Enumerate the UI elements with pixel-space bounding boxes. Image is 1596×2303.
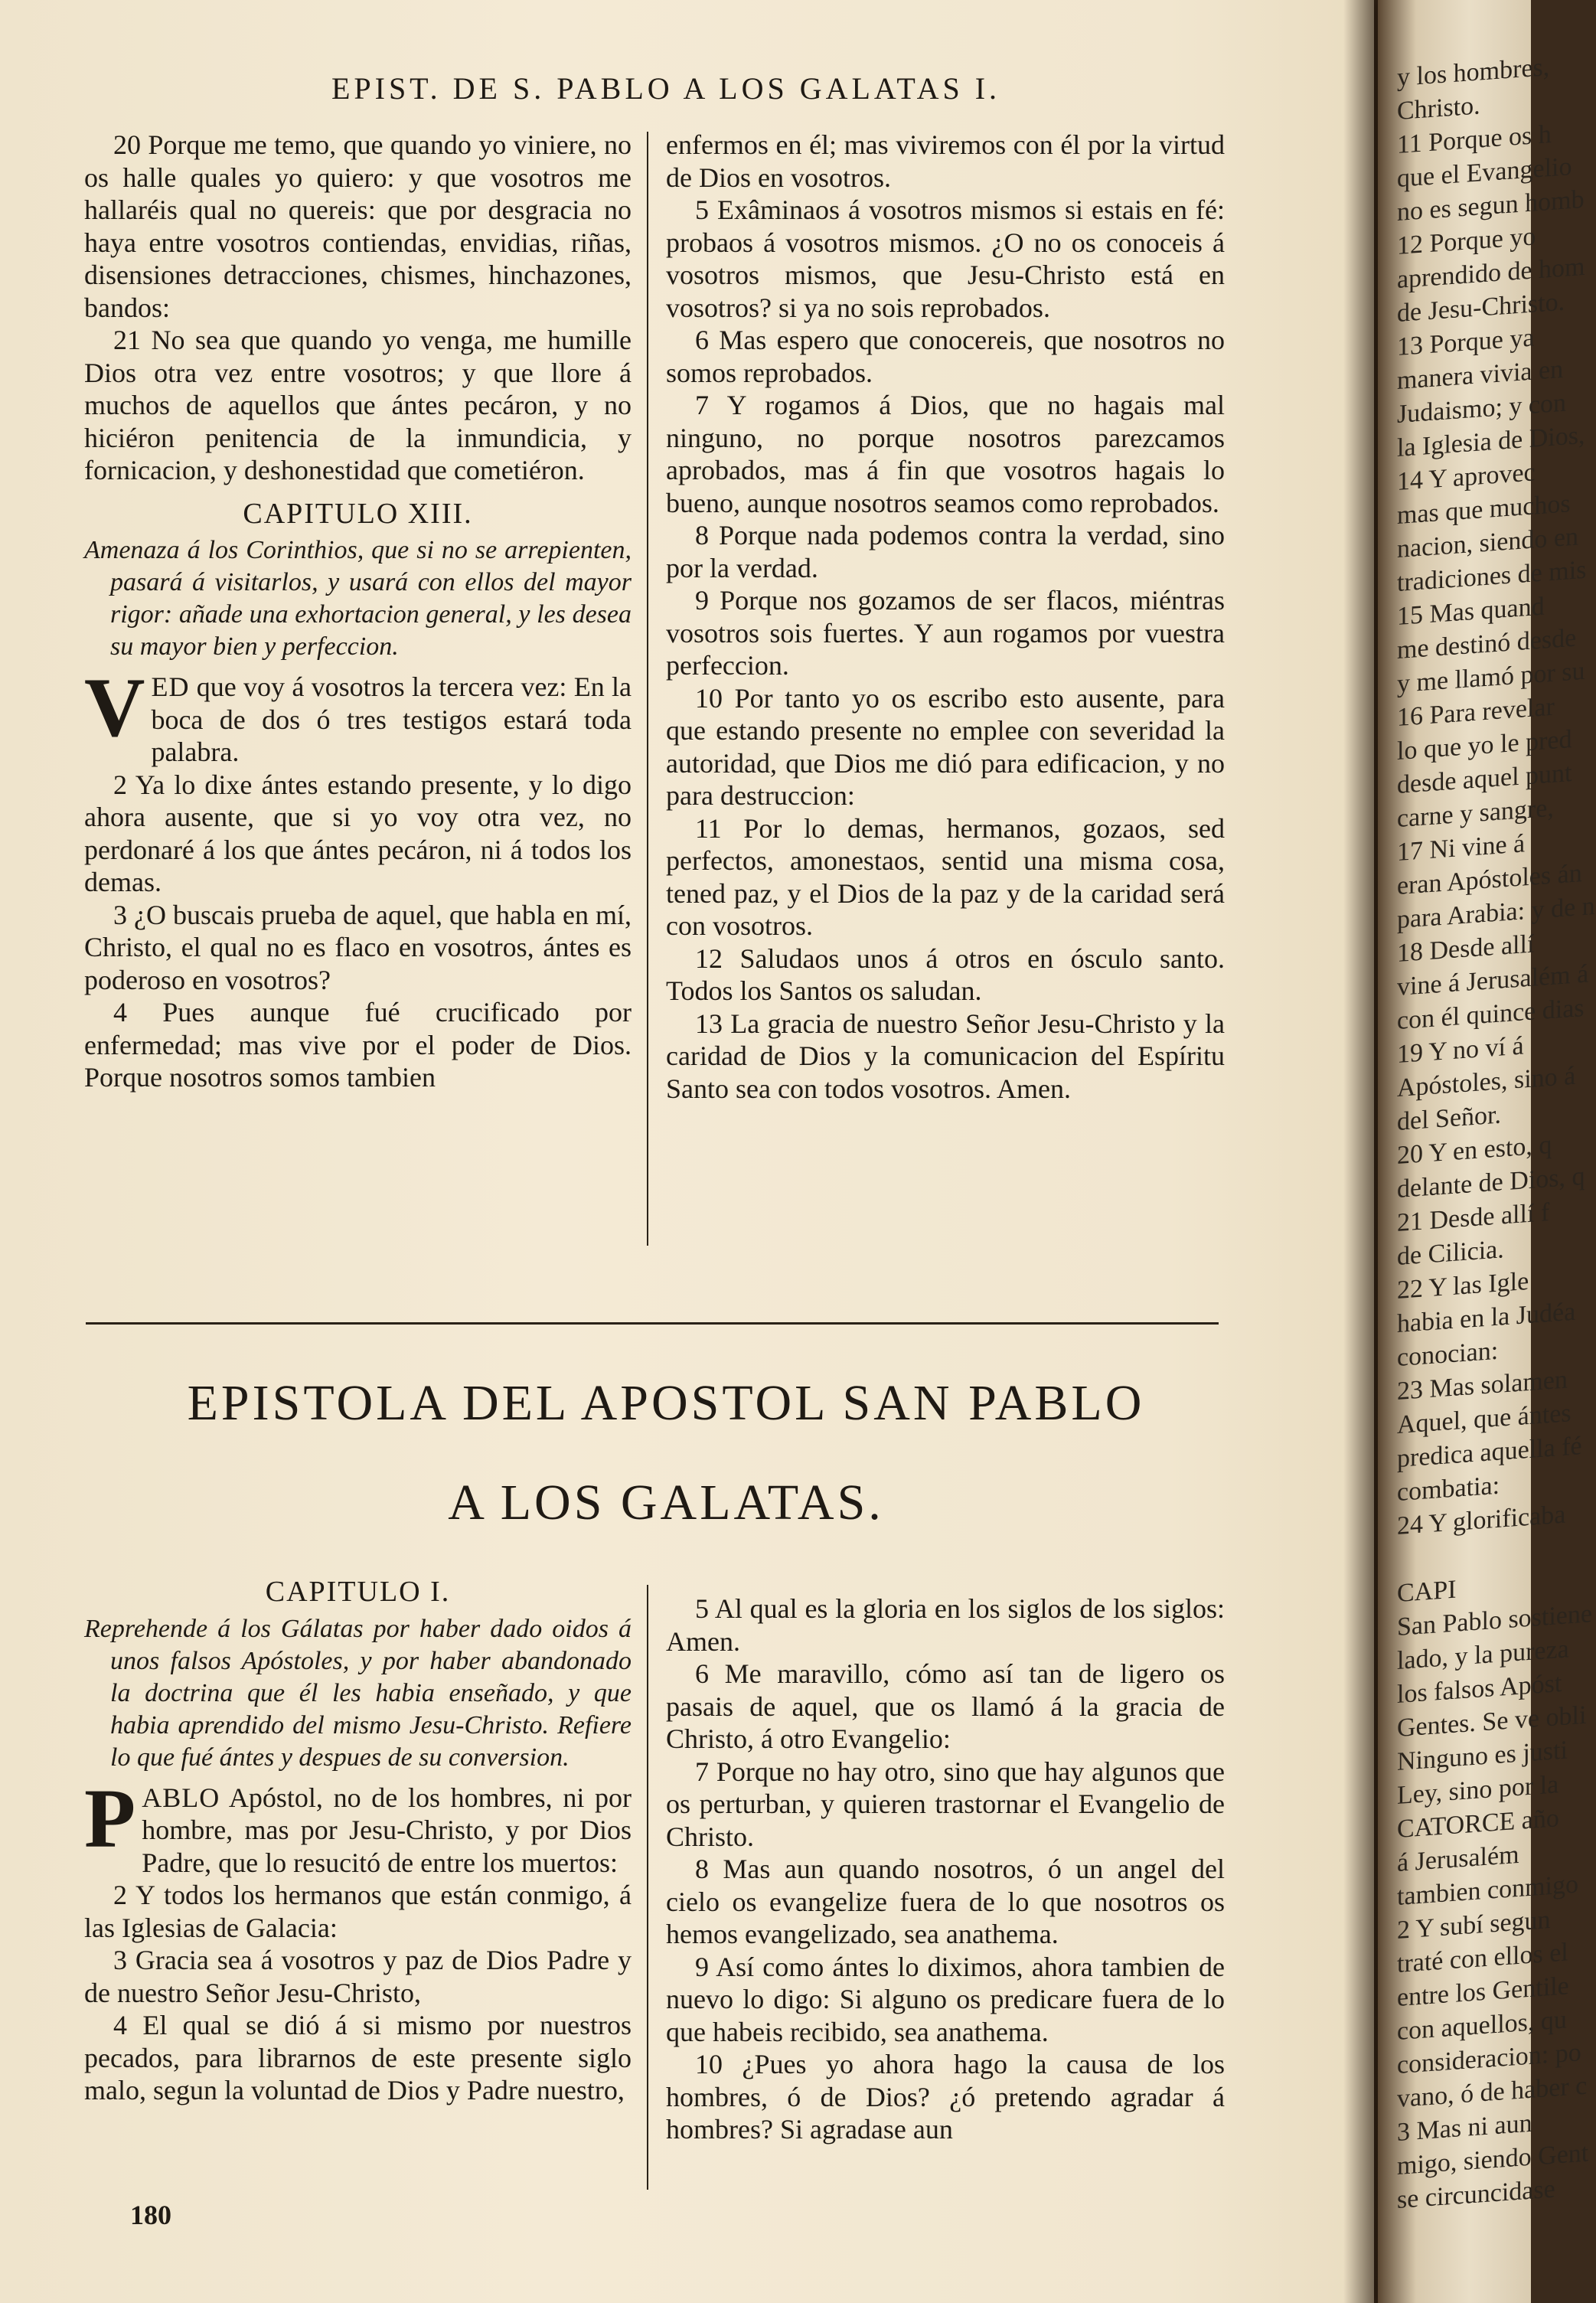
bottom-right-column [666, 1592, 1225, 2146]
verse: 7 Porque no hay otro, sino que hay algunos que os perturban, y quieren trastornar el Evangelio de Christo. [666, 1756, 1225, 1852]
verse: 3 ¿O buscais prueba de aquel, que habla en mí, Christo, el qual no es flaco en vosotros, ántes es poderoso en vosotros? [84, 899, 632, 995]
verse: 7 Y rogamos á Dios, que no hagais mal ninguno, no porque nosotros parezcamos aprobados, mas á fin que vosotros hagais lo bueno, aunque nosotros seamos como reprobados. [666, 390, 1225, 518]
facing-page-line: lo que yo le pred [1397, 725, 1572, 766]
facing-page-line: tambien conmigo [1397, 1870, 1579, 1911]
facing-page-line: 3 Mas ni aun [1397, 2109, 1532, 2147]
verse: 10 ¿Pues yo ahora hago la causa de los hombres, ó de Dios? ¿ó pretendo agradar á hombres? Si agradase aun [666, 2049, 1225, 2145]
verse: 11 Por lo demas, hermanos, gozaos, sed perfectos, amonestaos, sentid una misma cosa, tened paz, y el Dios de la paz y de la caridad será con vosotros. [666, 812, 1225, 941]
chapter-summary: Amenaza á los Corinthios, que si no se arrepienten, pasará á visitarlos, y usará con ellos del mayor rigor: añade una exhortacion general, y les desea su mayor bien y perfeccion. [84, 536, 632, 661]
facing-page-line: 15 Mas quand [1397, 592, 1545, 631]
facing-page-line: y los hombres, [1397, 53, 1550, 92]
facing-page-line: carne y sangre, [1397, 793, 1554, 833]
top-right-column [666, 129, 1225, 1105]
facing-page-line: de Cilicia. [1397, 1235, 1504, 1271]
facing-page-line: entre los Gentile [1397, 1971, 1569, 2012]
facing-page-line: CAPI [1397, 1575, 1457, 1608]
facing-page-line: manera vivia en [1397, 354, 1564, 395]
verse: 9 Así como ántes lo diximos, ahora tambien de nuevo lo digo: Si alguno os predicare fuera de lo que habeis recibido, sea anathema. [666, 1951, 1225, 2047]
verse: 8 Mas aun quando nosotros, ó un angel del cielo os evangelize fuera de lo que nosotros os hemos evangelizado, sea anathema. [666, 1854, 1225, 1949]
epistle-title: EPISTOLA DEL APOSTOL SAN PABLO [187, 1375, 1145, 1431]
section-rule [86, 1322, 1219, 1325]
facing-page-line: Ley, sino por la [1397, 1770, 1559, 1810]
facing-page-line: San Pablo sostiene [1397, 1599, 1592, 1642]
verse: enfermos en él; mas viviremos con él por la virtud de Dios en vosotros. [666, 129, 1225, 193]
facing-page-line: 24 Y glorificaba [1397, 1500, 1566, 1540]
facing-page-line: eran Apóstoles án [1397, 859, 1582, 900]
facing-page-text [1397, 47, 1596, 2217]
facing-page-line: del Señor. [1397, 1100, 1501, 1136]
facing-page-line: vano, ó de haber c [1397, 2071, 1588, 2113]
facing-page-line: 16 Para revelar [1397, 692, 1555, 732]
facing-page-line: Apóstoles, sino á [1397, 1061, 1576, 1102]
drop-capital: V [84, 661, 145, 754]
verse: 20 Porque me temo, que quando yo viniere, no os halle quales yo quiero: y que vosotros me hallaréis qual no quereis: que por desgracia no haya entre vosotros contiendas, envidias, riñas, disensiones detracciones, chismes, hinchazones, bandos: [84, 129, 632, 323]
facing-page-line: mas que muchos [1397, 489, 1571, 530]
facing-page-edge [1378, 0, 1595, 2303]
first-verse-text: Apóstol, no de los hombres, ni por hombre, mas por Jesu-Christo, y por Dios Padre, que lo resucitó de entre los muertos: [142, 1782, 632, 1878]
facing-page-line: 11 Porque os h [1397, 119, 1552, 159]
facing-page-line: que el Evangelio [1397, 152, 1572, 193]
facing-page-line: Aquel, que ántes [1397, 1399, 1572, 1439]
facing-page-line: lado, y la pureza [1397, 1635, 1569, 1675]
facing-page-line: delante de Dios, q [1397, 1161, 1585, 1204]
verse: 2 Y todos los hermanos que están conmigo, á las Iglesias de Galacia: [84, 1880, 632, 1943]
first-verse-text: que voy á vosotros la tercera vez: En la boca de dos ó tres testigos estará toda palabra. [151, 671, 632, 767]
drop-capital: P [84, 1771, 136, 1865]
epistle-subtitle: A LOS GALATAS. [448, 1475, 884, 1530]
facing-page-line: Gentes. Se ve obli [1397, 1700, 1587, 1743]
facing-page-line: 18 Desde allí [1397, 929, 1535, 968]
facing-page-line: nacion, siendo en [1397, 522, 1578, 564]
facing-page-line: la Iglesia de Dios, [1397, 420, 1585, 462]
facing-page-line: Ninguno es justi [1397, 1736, 1568, 1776]
facing-page-line: consideracion: po [1397, 2038, 1581, 2079]
verse: 3 Gracia sea á vosotros y paz de Dios Padre y de nuestro Señor Jesu-Christo, [84, 1945, 632, 2008]
verse: 2 Ya lo dixe ántes estando presente, y lo digo ahora ausente, que si yo voy otra vez, no perdonaré á los que ántes pecáron, ni á todos los demas. [84, 769, 632, 897]
verse: 5 Exâminaos á vosotros mismos si estais en fé: probaos á vosotros mismos. ¿O no os conoceis á vosotros mismos, que Jesu-Christo está en vosotros? si ya no sois reprobados. [666, 194, 1225, 323]
facing-page-line: los falsos Apóst [1397, 1668, 1562, 1709]
facing-page-line: con él quince dias [1397, 993, 1585, 1035]
first-verse [84, 1771, 632, 1880]
running-head: EPIST. DE S. PABLO A LOS GALATAS I. [331, 71, 1001, 106]
verse: 6 Mas espero que conocereis, que nosotros no somos reprobados. [666, 325, 1225, 388]
page-number: 180 [130, 2200, 171, 2230]
facing-page-line: 2 Y subí segun [1397, 1905, 1551, 1945]
verse: 5 Al qual es la gloria en los siglos de los siglos: Amen. [666, 1593, 1225, 1657]
facing-page-line: Judaismo; y con [1397, 388, 1566, 429]
facing-page-line: conocian: [1397, 1336, 1499, 1372]
facing-page-line: y me llamó por su [1397, 656, 1585, 698]
facing-page-line: predica aquella fé [1397, 1432, 1582, 1473]
facing-page-line: 14 Y aprovec [1397, 458, 1536, 496]
verse: 21 No sea que quando yo venga, me humille Dios otra vez entre vosotros; y que llore á muchos de aquellos que ántes pecáron, y no hiciéron penitencia de la inmundicia, y fornicacion, y deshonestidad que cometiéron. [84, 325, 632, 485]
facing-page-line: CATORCE año [1397, 1804, 1559, 1844]
chapter-summary: Reprehende á los Gálatas por haber dado oidos á unos falsos Apóstoles, y por haber abandonado la doctrina que él les habia enseñado, y que habia aprendido del mismo Jesu-Christo. Refiere lo que fué ántes y despues de su conversion. [84, 1614, 632, 1772]
facing-page-line: 20 Y en esto, q [1397, 1130, 1552, 1170]
verse: 4 El qual se dió á si mismo por nuestros pecados, para librarnos de este presente siglo malo, segun la voluntad de Dios y Padre nuestro, [84, 2010, 632, 2105]
verse: 6 Me maravillo, cómo así tan de ligero os pasais de aquel, que os llamó á la gracia de Christo, á otro Evangelio: [666, 1658, 1225, 1754]
facing-page-line: con aquellos, qu [1397, 2005, 1567, 2046]
facing-page-line: se circuncidase [1397, 2174, 1555, 2214]
facing-page-line: me destinó desde [1397, 623, 1577, 665]
first-word-rest: ABLO [142, 1782, 220, 1813]
column-divider [647, 1585, 648, 2190]
facing-page-line: habia en la Judéa [1397, 1297, 1576, 1338]
facing-page-line: combatia: [1397, 1471, 1500, 1507]
verse: 4 Pues aunque fué crucificado por enfermedad; mas vive por el poder de Dios. Porque nosotros somos tambien [84, 997, 632, 1093]
facing-page-line: desde aquel punt [1397, 759, 1572, 799]
verse: 13 La gracia de nuestro Señor Jesu-Christo y la caridad de Dios y la comunicacion del Espíritu Santo sea con todos vosotros. Amen. [666, 1008, 1225, 1104]
facing-page-line: Christo. [1397, 91, 1480, 126]
top-left-column [84, 129, 632, 1094]
first-verse [84, 661, 632, 769]
facing-page-line: traté con ellos el [1397, 1938, 1568, 1978]
verse: 10 Por tanto yo os escribo esto ausente, para que estando presente no emplee con severidad la autoridad, que Dios me dió para edificacion, y no para destruccion: [666, 682, 1225, 811]
chapter-heading: CAPITULO XIII. [243, 497, 473, 530]
chapter-heading: CAPITULO I. [265, 1576, 451, 1608]
facing-page-line: no es segun homb [1397, 185, 1585, 227]
facing-page-line: vine á Jerusalém á [1397, 959, 1589, 1001]
verse: 8 Porque nada podemos contra la verdad, sino por la verdad. [666, 520, 1225, 583]
facing-page-line: 12 Porque yo [1397, 222, 1536, 260]
facing-page-line: 17 Ni vine á [1397, 829, 1526, 867]
facing-page-line: tradiciones de mis [1397, 555, 1587, 597]
verse: 9 Porque nos gozamos de ser flacos, miéntras vosotros sois fuertes. Y aun rogamos por vuestra perfeccion. [666, 585, 1225, 681]
column-divider [647, 132, 648, 1246]
first-word-rest: ED [151, 671, 190, 702]
facing-page-line: aprendido de hom [1397, 252, 1585, 294]
facing-page-line: 21 Desde allí f [1397, 1198, 1550, 1237]
facing-page-line: de Jesu-Christo. [1397, 287, 1565, 328]
facing-page-line: 19 Y no ví á [1397, 1031, 1524, 1069]
bottom-left-column [84, 1576, 632, 2107]
facing-page-line: para Arabia: y de n [1397, 891, 1595, 934]
facing-page-line: 22 Y las Igle [1397, 1266, 1529, 1305]
verse: 12 Saludaos unos á otros en ósculo santo. Todos los Santos os saludan. [666, 942, 1225, 1006]
facing-page-line: 13 Porque ya [1397, 323, 1535, 361]
facing-page-line: á Jerusalém [1397, 1840, 1519, 1877]
facing-page-line: 23 Mas solamen [1397, 1365, 1568, 1406]
facing-page-line: migo, siendo Gent [1397, 2138, 1589, 2180]
